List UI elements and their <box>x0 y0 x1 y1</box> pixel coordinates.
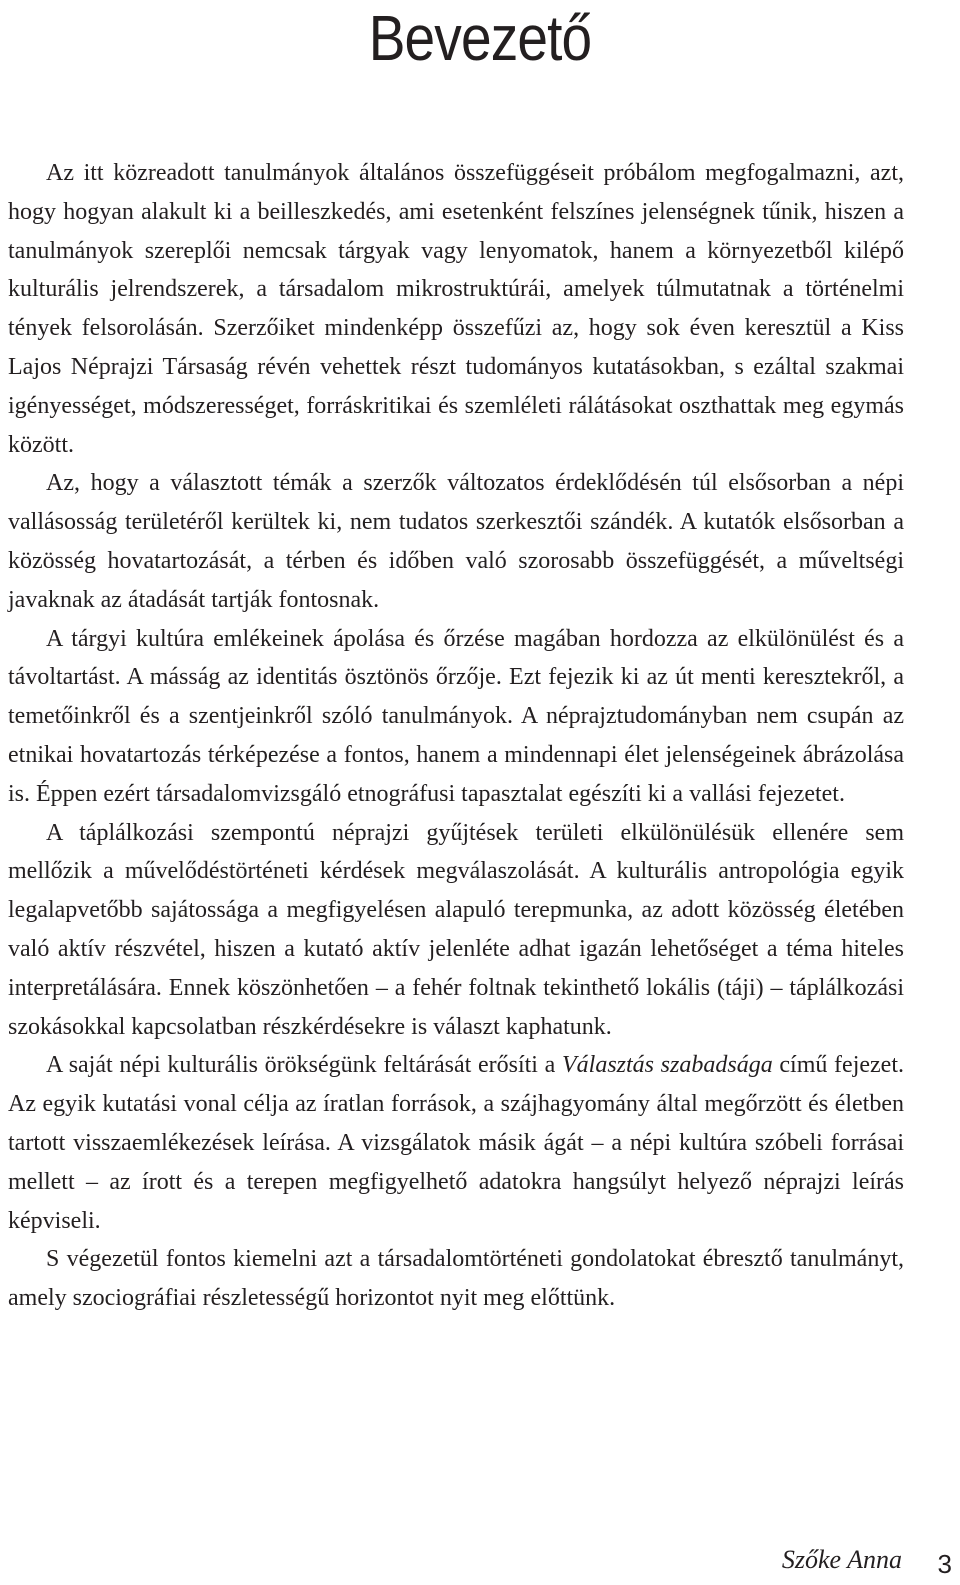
paragraph-5-end: című fejezet. Az egyik kutatási vonal célja az íratlan források, a szájhagyomány által megőrzött és életben tartott visszaemlékezések leírása. A vizsgálatok másik ágát – a népi kultúra szóbeli forrásai mellett – az írott és a terepen megfigyelhető adatokra hangsúlyt helyező néprajzi leírás képviseli. <box>8 1052 904 1234</box>
paragraph-3: A tárgyi kultúra emlékeinek ápolása és őrzése magában hordozza az elkülönülést és a távoltartást. A másság az identitás ösztönös őrzője. Ezt fejezik ki az út menti keresztekről, a temetőinkről és a szentjeinkről szóló tanulmányok. A néprajztudományban nem csupán az etnikai hovatartozás térképezése a fontos, hanem a mindennapi élet jelenségeinek ábrázolása is. Éppen ezért társadalomvizsgáló etnográfusi tapasztalat egészíti ki a vallási fejezetet. <box>8 625 904 807</box>
author-signature: Szőke Anna <box>781 1545 902 1574</box>
chapter-title-italic: Választás szabadsága <box>561 1052 773 1079</box>
paragraph-2: Az, hogy a választott témák a szerzők változatos érdeklődésén túl elsősorban a népi vallásosság területéről kerültek ki, nem tudatos szerkesztői szándék. A kutatók elsősorban a közösség hovatartozását, a térben és időben való szorosabb összefüggését, a műveltségi javaknak az átadását tartják fontosnak. <box>8 470 904 613</box>
body-text <box>8 154 904 1318</box>
paragraph-4: A táplálkozási szempontú néprajzi gyűjtések területi elkülönülésük ellenére sem mellőzik a művelődéstörténeti kérdések megválaszolását. A kulturális antropológia egyik legalapvetőbb sajátossága a megfigyelésen alapuló terepmunka, az adott közösség életében való aktív részvétel, hiszen a kutató aktív jelenléte adhat igazán lehetőséget a téma hiteles interpretálására. Ennek köszönhetően – a fehér foltnak tekinthető lokális (táji) – táplálkozási szokásokkal kapcsolatban részkérdésekre is választ kaphatunk. <box>8 819 904 1040</box>
paragraph-5-start: A saját népi kulturális örökségünk feltárását erősíti a <box>46 1052 562 1079</box>
paragraph-5 <box>8 1046 904 1240</box>
page-title: Bevezető <box>368 2 592 74</box>
page-number: 3 <box>937 1549 952 1579</box>
paragraph-1: Az itt közreadott tanulmányok általános összefüggéseit próbálom megfogalmazni, azt, hogy hogyan alakult ki a beilleszkedés, ami esetenként felszínes jelenségnek tűnik, hiszen a tanulmányok szereplői nemcsak tárgyak vagy lenyomatok, hanem a környezetből kilépő kulturális jelrendszerek, a társadalom mikrostruktúrái, amelyek túlmutatnak a történelmi tények felsorolásán. Szerzőiket mindenképp összefűzi az, hogy sok éven keresztül a Kiss Lajos Néprajzi Társaság révén vehettek részt tudományos kutatásokban, s ezáltal szakmai igényességet, módszerességet, forráskritikai és szemléleti rálátásokat oszthattak meg egymás között. <box>8 160 904 458</box>
paragraph-6: S végezetül fontos kiemelni azt a társadalomtörténeti gondolatokat ébresztő tanulmányt, amely szociográfiai részletességű horizontot nyit meg előttünk. <box>8 1246 904 1312</box>
